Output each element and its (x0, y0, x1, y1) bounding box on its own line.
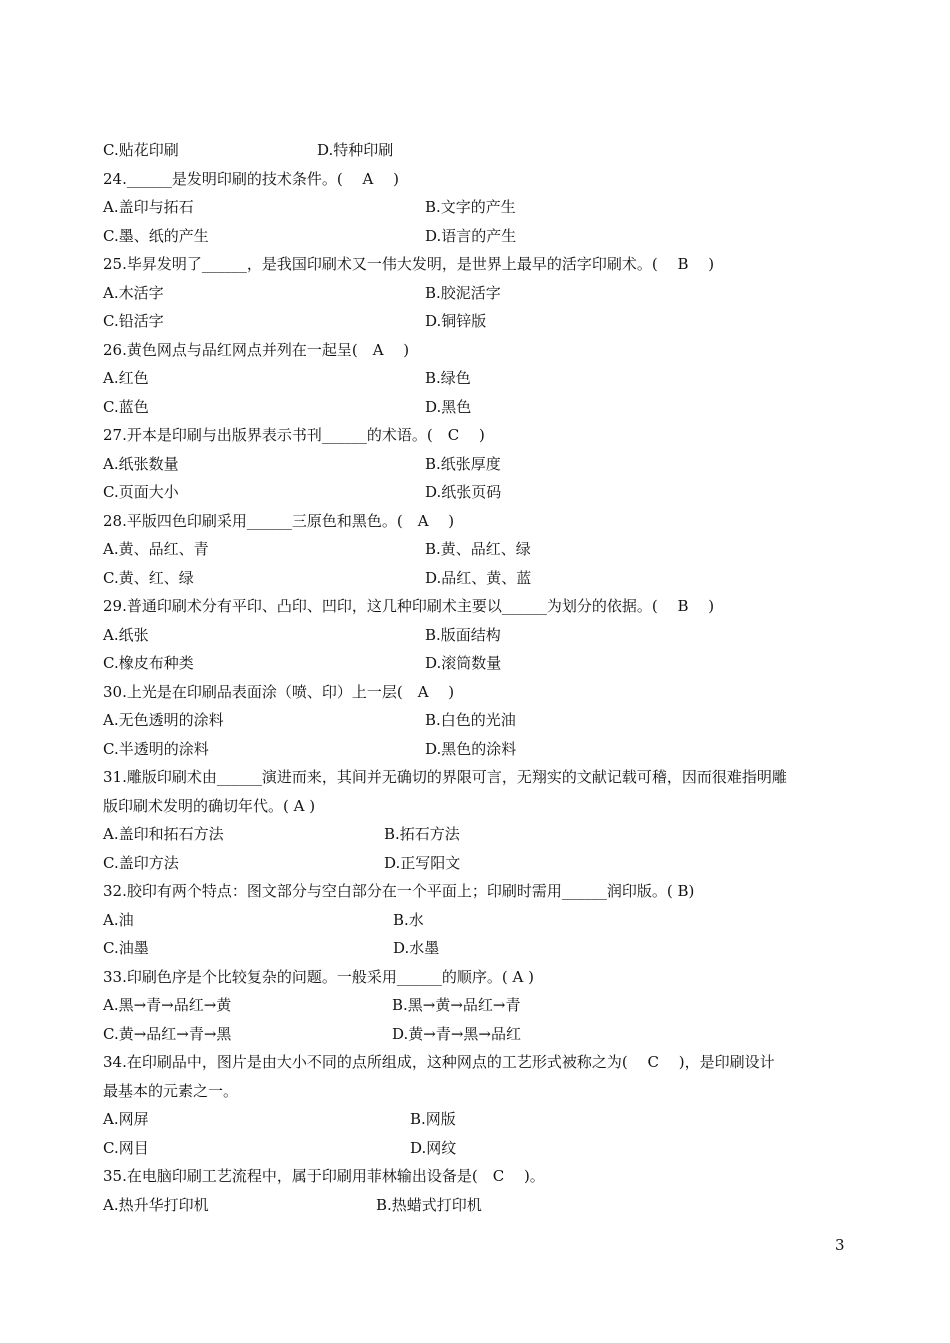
option-a: A.纸张 (103, 625, 149, 644)
option-b: B.网版 (410, 1110, 456, 1128)
option-c: C.贴花印刷 (103, 141, 179, 159)
options-row (103, 364, 853, 393)
options-row (103, 564, 853, 593)
option-a: A.盖印与拓石 (103, 198, 194, 216)
options-row (103, 307, 853, 336)
option-c: C.蓝色 (103, 397, 149, 416)
option-c: C.橡皮布种类 (103, 654, 194, 672)
options-row (103, 136, 853, 165)
options-row (103, 1134, 853, 1163)
question-stem: 30.上光是在印刷品表面涂（喷、印）上一层( A ) (103, 682, 455, 701)
option-a: A.网屏 (103, 1110, 149, 1128)
question-stem-continued: 版印刷术发明的确切年代。( A ) (103, 796, 316, 815)
option-b: B.热蜡式打印机 (376, 1195, 482, 1214)
question-stem: 28.平版四色印刷采用______三原色和黑色。( A ) (103, 511, 455, 530)
option-c: C.黄→品红→青→黑 (103, 1024, 232, 1043)
options-row (103, 193, 853, 222)
option-b: B.拓石方法 (384, 825, 460, 843)
option-d: D.纸张页码 (425, 483, 502, 501)
option-c: C.半透明的涂料 (103, 739, 209, 758)
question-stem: 33.印刷色序是个比较复杂的问题。一般采用______的顺序。( A ) (103, 967, 534, 986)
option-a: A.黑→青→品红→黄 (103, 996, 232, 1014)
option-c: C.页面大小 (103, 483, 179, 501)
option-b: B.白色的光油 (425, 711, 516, 729)
options-row (103, 706, 853, 735)
option-d: D.语言的产生 (425, 226, 517, 245)
option-b: B.胶泥活字 (425, 283, 501, 302)
options-row (103, 393, 853, 422)
option-d: D.网纹 (410, 1138, 457, 1157)
option-a: A.无色透明的涂料 (103, 711, 224, 729)
option-a: A.盖印和拓石方法 (103, 825, 224, 843)
option-a: A.纸张数量 (103, 454, 179, 473)
page-number: 3 (835, 1236, 845, 1254)
option-a: A.红色 (103, 369, 149, 387)
option-b: B.纸张厚度 (425, 454, 501, 473)
options-row (103, 991, 853, 1020)
question-stem: 32.胶印有两个特点：图文部分与空白部分在一个平面上；印刷时需用______润印版。( B) (103, 882, 695, 900)
question-stem: 35.在电脑印刷工艺流程中，属于印刷用菲林输出设备是( C )。 (103, 1167, 545, 1185)
option-a: A.木活字 (103, 283, 164, 302)
options-row (103, 279, 853, 308)
options-row (103, 1020, 853, 1049)
question-list (103, 136, 853, 1219)
option-c: C.油墨 (103, 939, 149, 957)
question-stem: 27.开本是印刷与出版界表示书刊______的术语。( C ) (103, 426, 485, 444)
option-b: B.版面结构 (425, 625, 501, 644)
option-d: D.品红、黄、蓝 (425, 568, 532, 587)
option-d: D.黑色 (425, 397, 472, 416)
options-row (103, 478, 853, 507)
options-row (103, 621, 853, 650)
options-row (103, 1191, 853, 1220)
option-b: B.文字的产生 (425, 198, 516, 216)
option-c: C.网目 (103, 1138, 149, 1157)
question-stem: 26.黄色网点与品红网点并列在一起呈( A ) (103, 340, 410, 359)
option-d: D.正写阳文 (384, 853, 461, 872)
options-row (103, 1105, 853, 1134)
question-stem: 31.雕版印刷术由______演进而来，其间并无确切的界限可言，无翔实的文献记载可稽，因而很难指明雕 (103, 768, 787, 786)
options-row (103, 535, 853, 564)
option-a: A.油 (103, 910, 134, 929)
question-stem: 25.毕昇发明了______，是我国印刷术又一伟大发明，是世界上最早的活字印刷术。( B ) (103, 255, 715, 273)
option-b: B.黄、品红、绿 (425, 540, 531, 558)
options-row (103, 820, 853, 849)
option-c: C.盖印方法 (103, 853, 179, 872)
question-stem: 34.在印刷品中，图片是由大小不同的点所组成，这种网点的工艺形式被称之为( C )，是印刷设计 (103, 1053, 775, 1071)
question-stem: 29.普通印刷术分有平印、凸印、凹印，这几种印刷术主要以______为划分的依据。( B ) (103, 597, 715, 615)
option-d: D.黄→青→黑→品红 (392, 1024, 521, 1043)
option-d: D.铜锌版 (425, 312, 487, 330)
option-b: B.水 (393, 910, 424, 929)
option-d: D.特种印刷 (317, 141, 394, 159)
options-row (103, 450, 853, 479)
option-b: B.黑→黄→品红→青 (392, 996, 521, 1014)
option-a: A.黄、品红、青 (103, 540, 209, 558)
option-d: D.黑色的涂料 (425, 739, 517, 758)
option-c: C.墨、纸的产生 (103, 226, 209, 245)
option-c: C.黄、红、绿 (103, 568, 194, 587)
options-row (103, 222, 853, 251)
question-stem-continued: 最基本的元素之一。 (103, 1081, 239, 1100)
options-row (103, 649, 853, 678)
option-a: A.热升华打印机 (103, 1195, 209, 1214)
option-b: B.绿色 (425, 369, 471, 387)
option-c: C.铅活字 (103, 312, 164, 330)
options-row (103, 849, 853, 878)
option-d: D.滚筒数量 (425, 654, 502, 672)
question-stem: 24.______是发明印刷的技术条件。( A ) (103, 169, 399, 188)
options-row (103, 735, 853, 764)
options-row (103, 906, 853, 935)
options-row (103, 934, 853, 963)
option-d: D.水墨 (393, 939, 440, 957)
